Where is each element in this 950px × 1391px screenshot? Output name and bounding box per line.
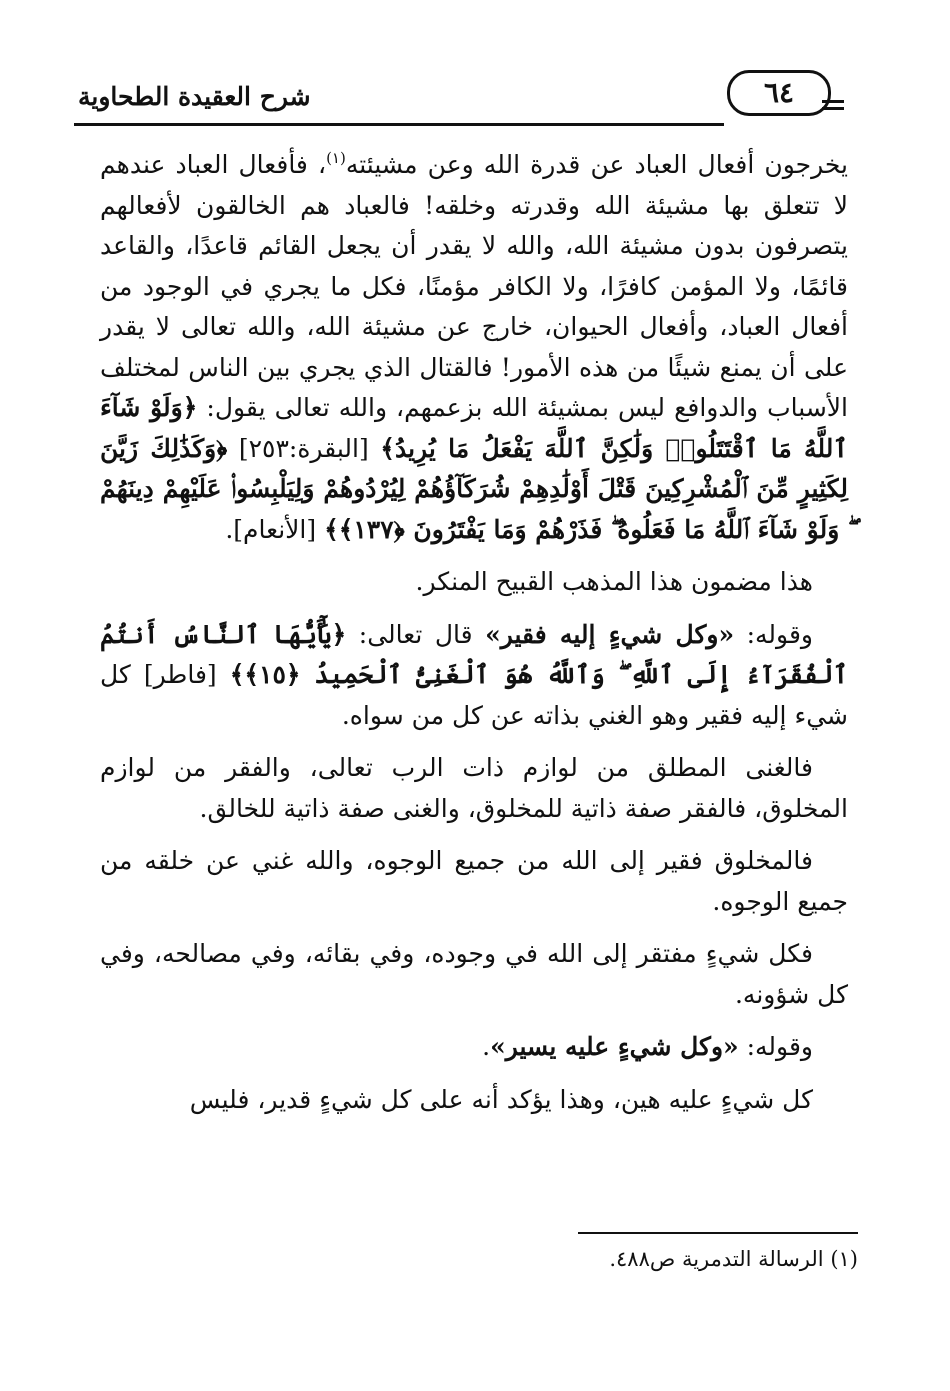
text-run: وقوله: xyxy=(738,1032,813,1061)
text-run: وقوله: xyxy=(734,619,813,649)
quran-verse: ﴿يَٰٓأَيُّهَا ٱلنَّاسُ أَنتُمُ ٱلْفُقَرَآءُ إِلَى ٱللَّهِ ۖ وَٱللَّهُ هُوَ ٱلْغَنِىُّ ٱلْحَمِيدُ ﴿١٥﴾﴾ xyxy=(100,619,849,689)
matn-quote: «وكل شيءٍ عليه يسير» xyxy=(490,1032,739,1061)
text-run: قال تعالى: xyxy=(346,619,486,649)
page-number: ٦٤ xyxy=(727,70,831,116)
paragraph-6: فكل شيءٍ مفتقر إلى الله في وجوده، وفي بقائه، وفي مصالحه، وفي كل شؤونه. xyxy=(100,939,848,1009)
footnote-text: الرسالة التدمرية ص٤٨٨. xyxy=(609,1247,824,1271)
paragraph-5: فالمخلوق فقير إلى الله من جميع الوجوه، والله غني عن خلقه من جميع الوجوه. xyxy=(100,846,848,916)
text-run: يخرجون أفعال العباد عن قدرة الله وعن مشيئته xyxy=(345,150,849,179)
paragraph-8: كل شيءٍ عليه هين، وهذا يؤكد أنه على كل شيءٍ قدير، فليس xyxy=(189,1084,813,1114)
matn-quote: «وكل شيءٍ إليه فقير» xyxy=(485,619,735,649)
verse-reference: [الأنعام]. xyxy=(225,514,325,544)
footnote xyxy=(609,1247,858,1271)
footnote-separator xyxy=(578,1232,858,1234)
paragraph-4: فالغنى المطلق من لوازم ذات الرب تعالى، والفقر من لوازم المخلوق، فالفقر صفة ذاتية للمخلوق، والغنى صفة ذاتية للخالق. xyxy=(100,753,848,823)
verse-reference: [البقرة:٢٥٣] xyxy=(227,433,381,463)
quran-verse: ﴿وَكَذَٰلِكَ زَيَّنَ لِكَثِيرٍ مِّنَ ٱلْمُشْرِكِينَ قَتْلَ أَوْلَٰدِهِمْ شُرَكَآؤُهُمْ لِيُرْدُوهُمْ وَلِيَلْبِسُوا۟ عَلَيْهِمْ دِينَهُمْ ۖ وَلَوْ شَآءَ ٱللَّهُ مَا فَعَلُوهُ ۖ فَذَرْهُمْ وَمَا يَفْتَرُونَ ﴿١٣٧﴾﴾ xyxy=(100,433,848,544)
main-text xyxy=(100,138,848,1120)
text-run: . xyxy=(482,1032,491,1061)
header-rule-right-bottom xyxy=(822,107,844,110)
header-rule-right-top xyxy=(822,100,844,103)
book-title: شرح العقيدة الطحاوية xyxy=(78,82,311,111)
footnote-marker[interactable]: (١) xyxy=(326,149,346,167)
paragraph-2: هذا مضمون هذا المذهب القبيح المنكر. xyxy=(415,567,813,596)
paragraph-3 xyxy=(100,615,848,737)
text-run: [فاطر] كل شيء إليه فقير وهو الغني بذاته عن كل من سواه. xyxy=(100,660,848,730)
paragraph-1 xyxy=(100,138,848,550)
paragraph-7 xyxy=(100,1027,848,1068)
footnote-number: (١) xyxy=(830,1247,858,1271)
page-header xyxy=(0,60,950,130)
header-rule xyxy=(74,123,724,126)
quran-verse: ﴿وَلَوْ شَآءَ ٱللَّهُ مَا ٱقْتَتَلُوا۟ وَلَٰكِنَّ ٱللَّهَ يَفْعَلُ مَا يُرِيدُ﴾ xyxy=(100,393,849,463)
text-run: ، فأفعال العباد عندهم لا تتعلق بها مشيئة الله وقدرته وخلقه! فالعباد هم الخالقون لأفعالهم يتصرفون بدون مشيئة الله، والله لا يقدر أن يجعل القائم قاعدًا، والقاعد قائمًا، ولا المؤمن كافرًا، ولا الكافر مؤمنًا، فكل ما يجري في الوجود من أفعال العباد، وأفعال الحيوان، خارج عن مشيئة الله، والله تعالى لا يقدر على أن يمنع شيئًا من هذه الأمور! فالقتال الذي يجري بين الناس لمختلف الأسباب والدوافع ليس بمشيئة الله بزعمهم، والله تعالى يقول: xyxy=(100,150,848,422)
